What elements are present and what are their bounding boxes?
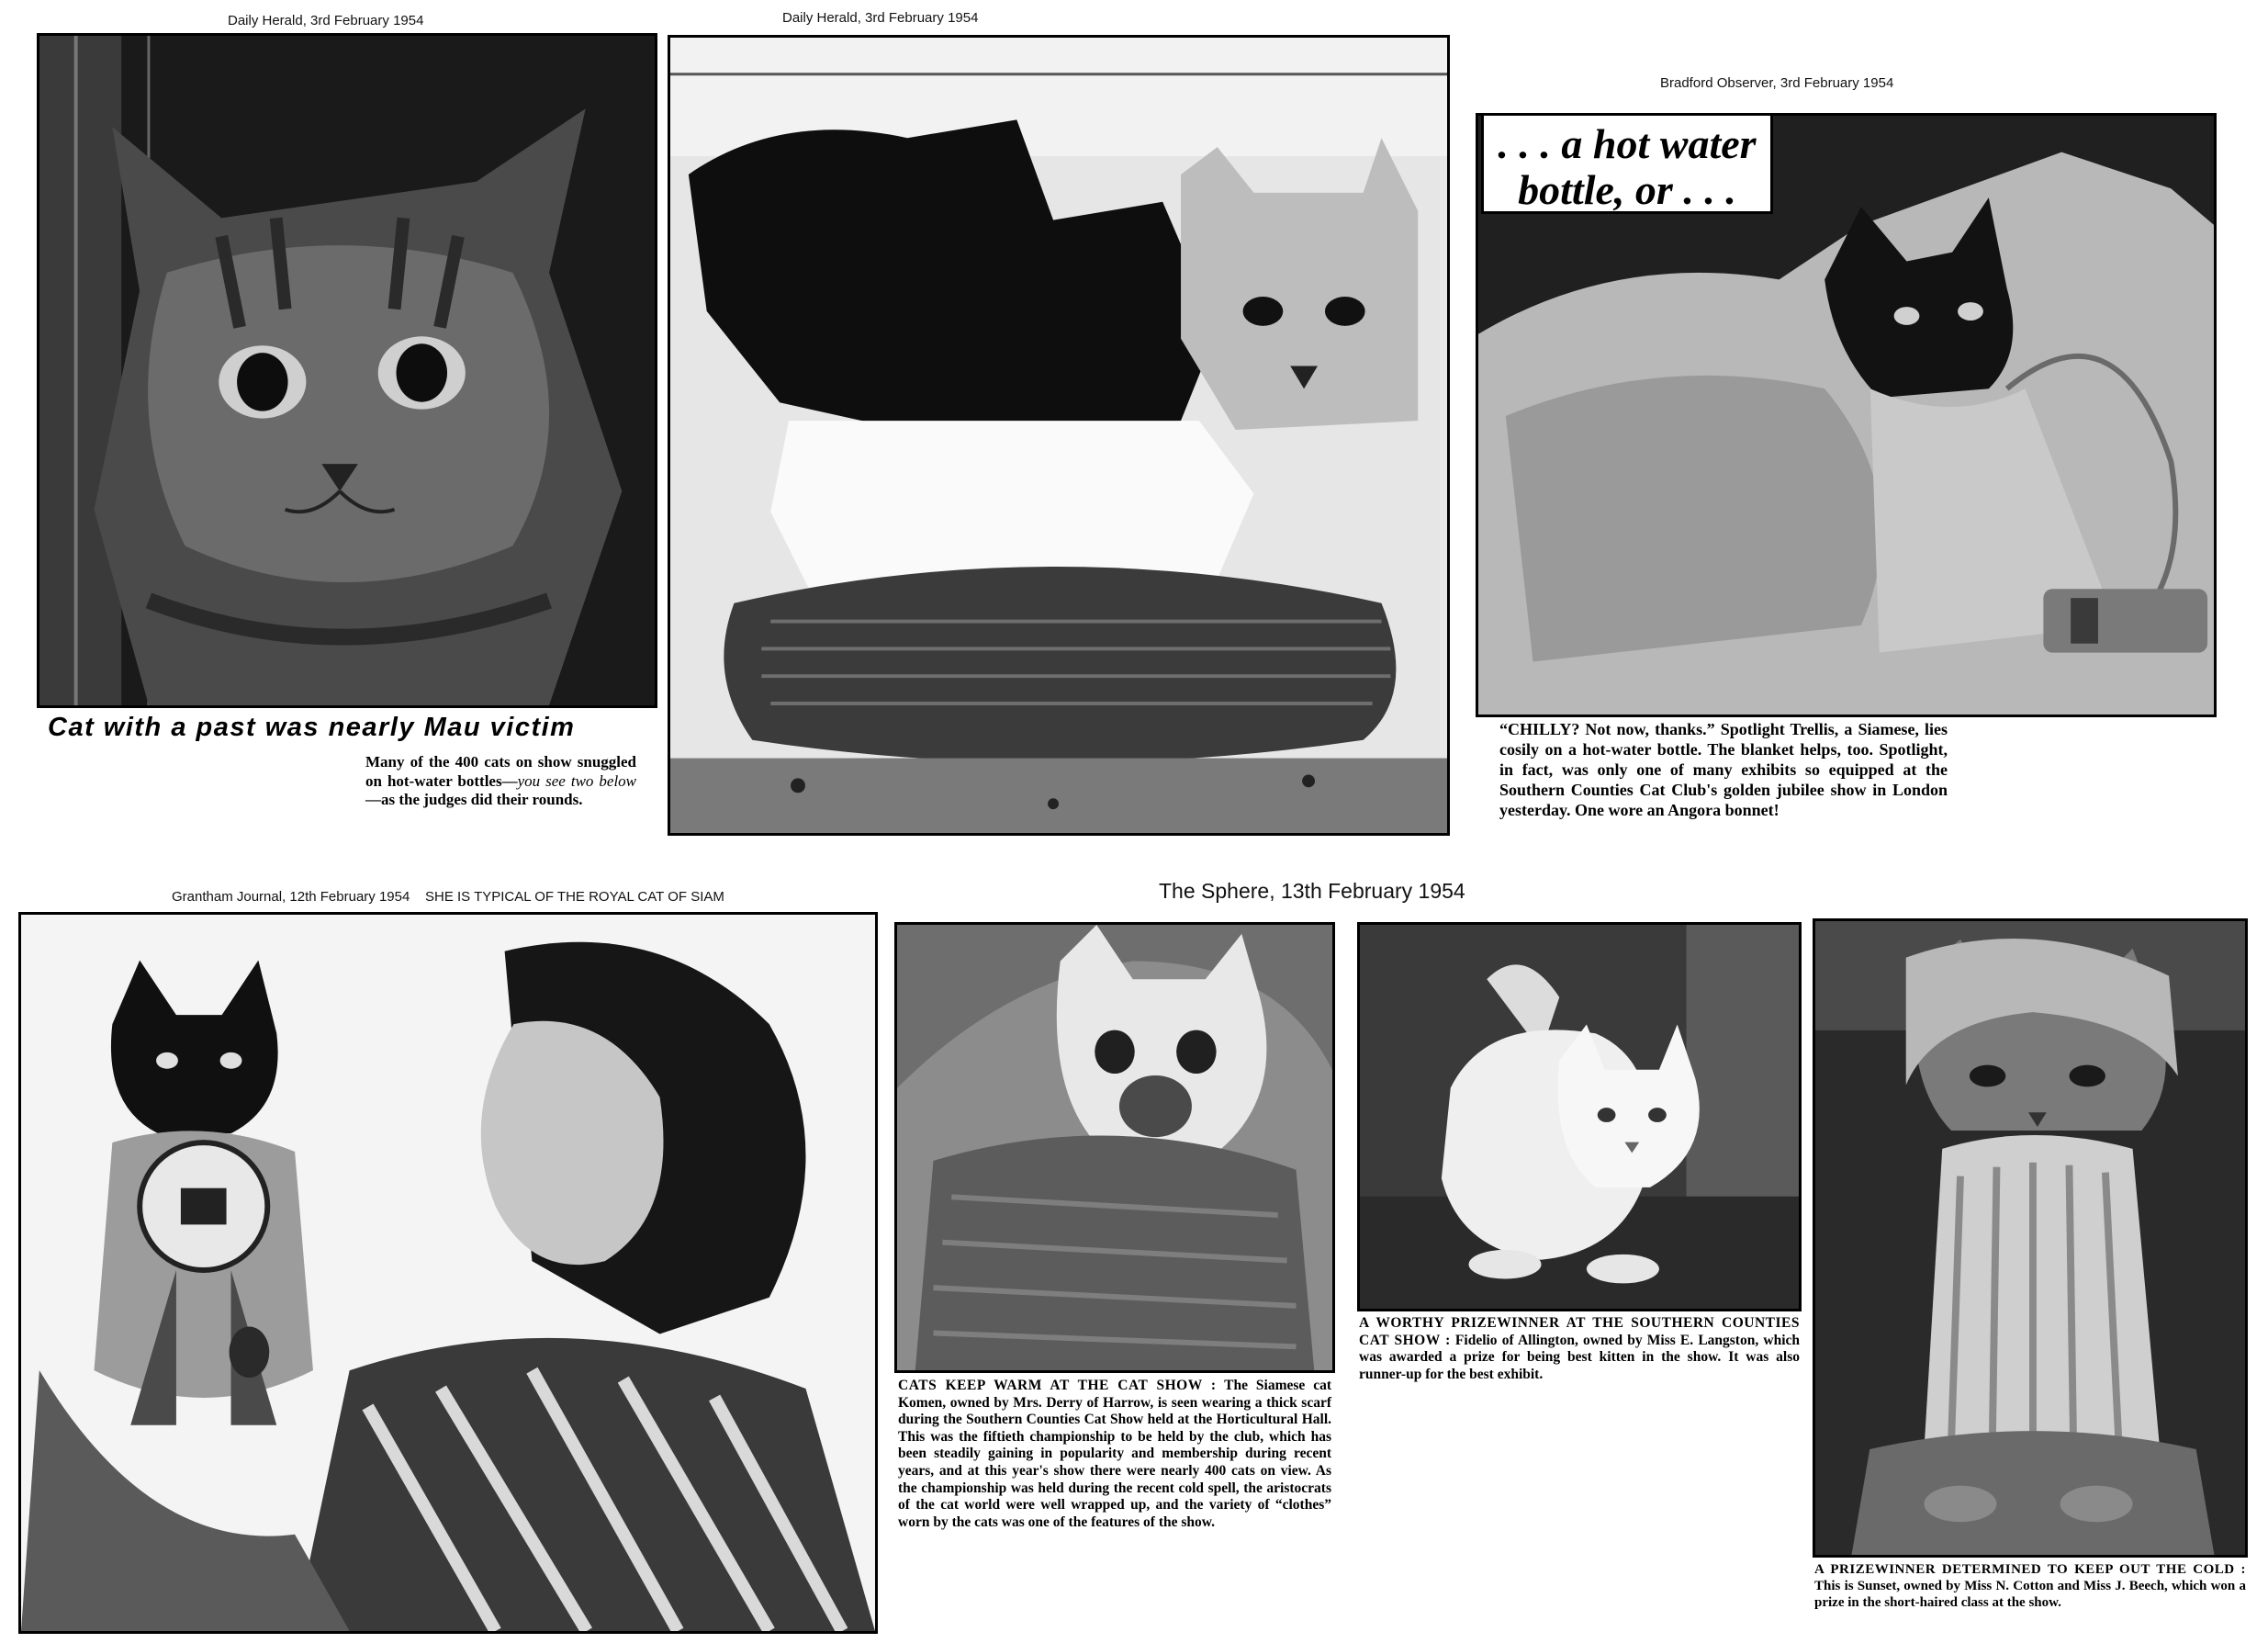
caption-herald <box>365 753 636 810</box>
source-label-grantham-journal: Grantham Journal, 12th February 1954 SHE IS TYPICAL OF THE ROYAL CAT OF SIAM <box>172 889 724 905</box>
caption-sphere-siamese <box>898 1378 1331 1531</box>
bonnet-cat-illustration <box>1815 921 2245 1555</box>
caption-sphere-siamese-lead: CATS KEEP WARM AT THE CAT SHOW : <box>898 1378 1217 1393</box>
caption-bradford: “CHILLY? Not now, thanks.” Spotlight Trellis, a Siamese, lies cosily on a hot-water bottle. The blanket helps, too. Spotlight, in fact, was only one of many exhibits so equipped at the Southern Counties Cat Club's golden jubilee show in London yesterday. One wore an Angora bonnet! <box>1499 720 1948 819</box>
source-label-daily-herald-1: Daily Herald, 3rd February 1954 <box>228 13 424 28</box>
photo-siamese-in-scarf <box>894 922 1335 1373</box>
photo-tabby-cat <box>37 33 657 708</box>
caption-herald-after: —as the judges did their rounds. <box>365 791 583 809</box>
caption-sphere-kitten <box>1359 1315 1800 1383</box>
two-cats-illustration <box>670 38 1447 833</box>
caption-sphere-sunset-body: This is Sunset, owned by Miss N. Cotton and Miss J. Beech, which won a prize in the short-haired class at the show. <box>1814 1579 2246 1610</box>
caption-sphere-kitten-lead: A WORTHY PRIZEWINNER AT THE SOUTHERN COUNTIES CAT SHOW : <box>1359 1315 1800 1348</box>
tabby-cat-illustration <box>39 36 655 705</box>
photo-two-cats-hot-water-bottle <box>668 35 1450 836</box>
headline-banner-hot-water-bottle <box>1481 113 1773 214</box>
headline-cat-with-a-past: Cat with a past was nearly Mau victim <box>48 713 576 742</box>
siamese-scarf-illustration <box>897 925 1332 1370</box>
caption-sphere-siamese-body: The Siamese cat Komen, owned by Mrs. Derry of Harrow, is seen wearing a thick scarf during the Southern Counties Cat Show held at the Horticultural Hall. This was the fiftieth championship to be held by the club, which has been steadily gaining in popularity and membership during recent years, and at this year's show there were nearly 400 cats on view. As the championship was held during the recent cold spell, the aristocrats of the cat world were well wrapped up, and the variety of “clothes” worn by the cats was one of the features of the show. <box>898 1378 1331 1530</box>
photo-cat-in-knitted-bonnet <box>1813 918 2248 1558</box>
white-kitten-illustration <box>1360 925 1799 1309</box>
photo-woman-with-siamese <box>18 912 878 1634</box>
photo-white-persian-kitten <box>1357 922 1802 1311</box>
caption-sphere-kitten-body: Fidelio of Allington, owned by Miss E. Langston, which was awarded a prize for being best kitten in the show. It was also runner-up for the best exhibit. <box>1359 1332 1801 1382</box>
woman-siamese-illustration <box>21 915 875 1631</box>
banner-line-1: . . . a hot water <box>1498 120 1757 167</box>
banner-line-2: bottle, or . . . <box>1518 165 1736 213</box>
caption-herald-before: Many of the 400 cats on show snuggled on hot-water bottles— <box>365 753 636 790</box>
source-label-the-sphere: The Sphere, 13th February 1954 <box>1159 879 1465 903</box>
source-label-daily-herald-2: Daily Herald, 3rd February 1954 <box>782 10 979 26</box>
caption-sphere-sunset <box>1814 1561 2246 1611</box>
source-label-bradford-observer: Bradford Observer, 3rd February 1954 <box>1660 75 1894 91</box>
caption-herald-italic: you see two below <box>517 771 637 790</box>
caption-sphere-sunset-lead: A PRIZEWINNER DETERMINED TO KEEP OUT THE COLD : <box>1814 1562 2246 1577</box>
